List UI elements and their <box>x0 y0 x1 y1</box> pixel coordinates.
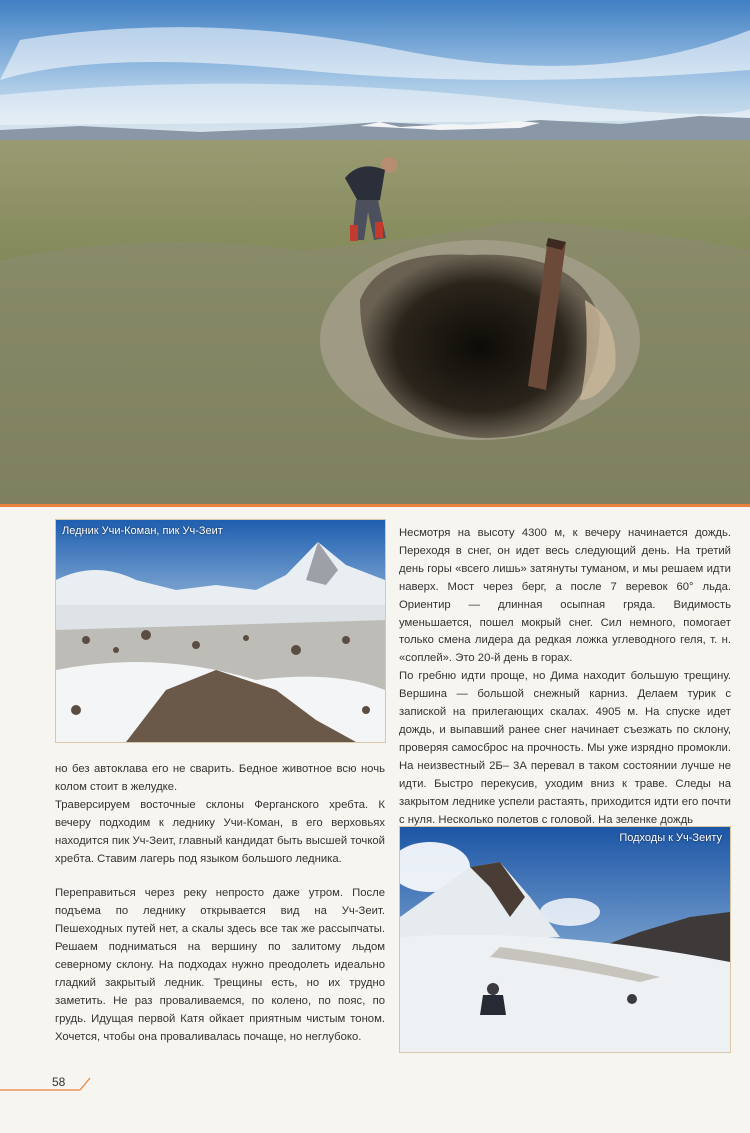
right-text-column <box>399 525 731 829</box>
accent-rule <box>0 504 750 507</box>
page-corner-decoration <box>0 1060 100 1100</box>
paragraph: Переправиться через реку непросто даже утром. После подъема по леднику открывается вид на Уч-Зеит. Пешеходных путей нет, а скалы здесь все так же рассыпчаты. Решаем подниматься на вершину по залитому льдом северному склону. На подходах нужно преодолеть идеально гладкий закрытый ледник. Трещины есть, но их трудно заметить. Не раз проваливаемся, по колено, по пояс, по грудь. Идущая первой Катя ойкает приятным чистым тоном. Хочется, чтобы она проваливалась почаще, но неглубоко. <box>55 887 385 1043</box>
paragraph: Несмотря на высоту 4300 м, к вечеру начинается дождь. Переходя в снег, он идет весь следующий день. На третий день горы «всего лишь» затянуты туманом, и мы решаем идти наверх. Мост через берг, а после 7 веревок 60° льда. Ориентир — длинная осыпная гряда. Видимость уменьшается, пошел мокрый снег. Сил немного, помогает только смена лидера да редкая ложка углеводного геля, т. н. «соплей». Это 20-й день в горах. <box>399 527 731 665</box>
photo-caption: Подходы к Уч-Зеиту <box>619 832 722 844</box>
photo-approach-uch-zeit <box>399 826 731 1053</box>
paragraph: но без автоклава его не сварить. Бедное животное всю ночь колом стоит в желудке. <box>55 763 385 793</box>
page-number: 58 <box>52 1075 66 1089</box>
photo-glacier-uchi-koman <box>55 519 386 743</box>
hero-photo-steppe-pit <box>0 0 750 504</box>
left-text-column <box>55 761 385 1047</box>
photo-caption: Ледник Учи-Коман, пик Уч-Зеит <box>62 525 223 537</box>
paragraph: По гребню идти проще, но Дима находит большую трещину. Вершина — большой снежный карниз. Делаем турик с запиской на прилегающих скалах. 4905 м. На спуске идет дождь, и выпавший ранее снег начинает съезжать по склону, проверяя самосброс на прочность. Мы уже изрядно промокли. На неизвестный 2Б– 3А перевал в таком состоянии лучше не идти. Быстро перекусив, уходим вниз к траве. Следы на закрытом леднике успели растаять, приходится идти его почти с нуля. Несколько полетов с головой. На зеленке дождь <box>399 670 731 826</box>
paragraph: Траверсируем восточные склоны Ферганского хребта. К вечеру подходим к леднику Учи-Коман, в его верховьях находится пик Уч-Зеит, главный кандидат быть высшей точкой хребта. Ставим лагерь под языком большого ледника. <box>55 798 385 865</box>
